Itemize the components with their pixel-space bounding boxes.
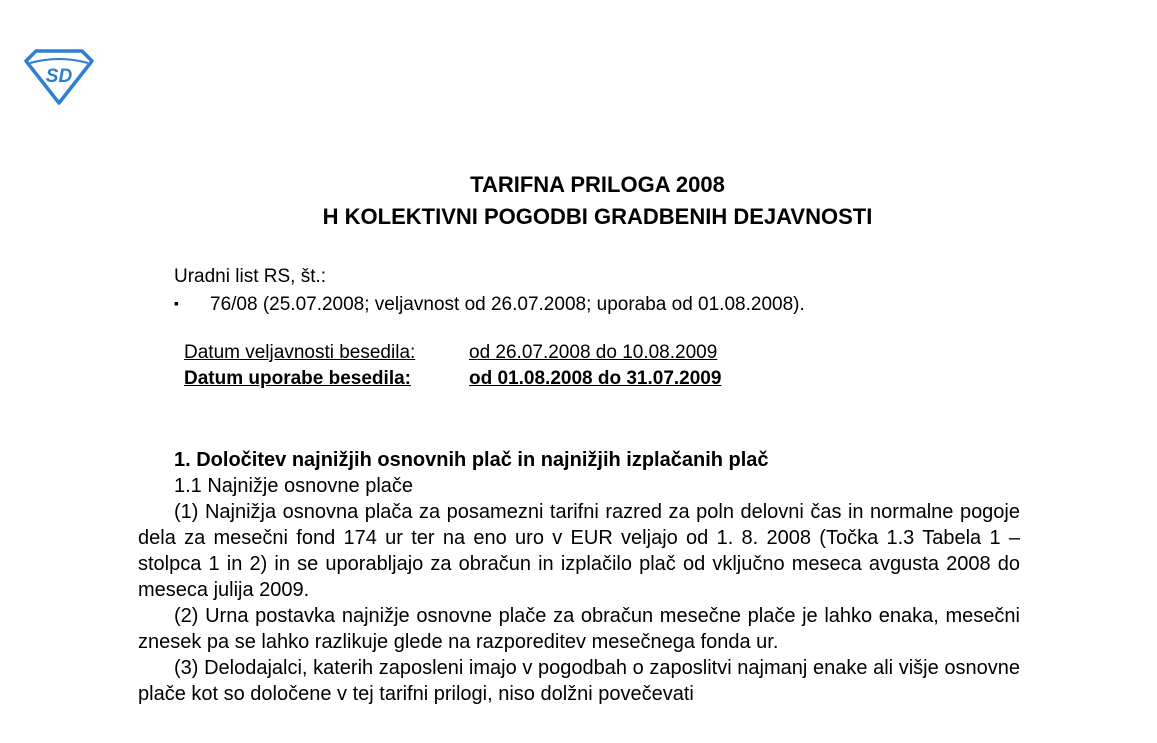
paragraph: (1) Najnižja osnovna plača za posamezni tarifni razred za poln delovni čas in normalne pogoje dela za mesečni fond 174 ur ter na eno uro v EUR veljajo od 1. 8. 2008 (Točka 1.3 Tabela 1 – stolpca 1 in 2) in se uporabljajo za obračun in izplačilo plač od vključno meseca avgusta 2008 do meseca julija 2009.: [138, 501, 1020, 601]
paragraph: (3) Delodajalci, katerih zaposleni imajo v pogodbah o zaposlitvi najmanj enake ali višje osnovne plače kot so določene v tej tarifni prilogi, niso dolžni povečevati: [138, 657, 1020, 705]
application-date-value: od 01.08.2008 do 31.07.2009: [469, 368, 722, 389]
subsection-heading: 1.1 Najnižje osnovne plače: [174, 475, 414, 497]
application-date-label: Datum uporabe besedila:: [184, 368, 411, 389]
application-date-row: [184, 366, 721, 392]
section-heading: 1. Določitev najnižjih osnovnih plač in najnižjih izplačanih plač: [174, 449, 769, 471]
paragraph: (2) Urna postavka najnižje osnovne plače za obračun mesečne plače je lahko enaka, mesečni znesek pa se lahko razlikuje glede na razporeditev mesečnega fonda ur.: [138, 605, 1020, 653]
body-text: [138, 499, 1020, 707]
company-logo: [22, 49, 96, 105]
gazette-list-item: [174, 290, 805, 318]
gazette-reference: 76/08 (25.07.2008; veljavnost od 26.07.2008; uporaba od 01.08.2008).: [210, 294, 805, 315]
logo-lettering: SD: [45, 66, 73, 87]
validity-date-value: od 26.07.2008 do 10.08.2009: [469, 342, 718, 363]
document-subtitle: H KOLEKTIVNI POGODBI GRADBENIH DEJAVNOSTI: [322, 204, 873, 229]
bullet-icon: ▪: [174, 295, 179, 311]
document-title: TARIFNA PRILOGA 2008: [470, 172, 725, 197]
validity-date-row: [184, 340, 717, 366]
validity-date-label: Datum veljavnosti besedila:: [184, 342, 416, 363]
gazette-label: Uradni list RS, št.:: [174, 266, 327, 287]
